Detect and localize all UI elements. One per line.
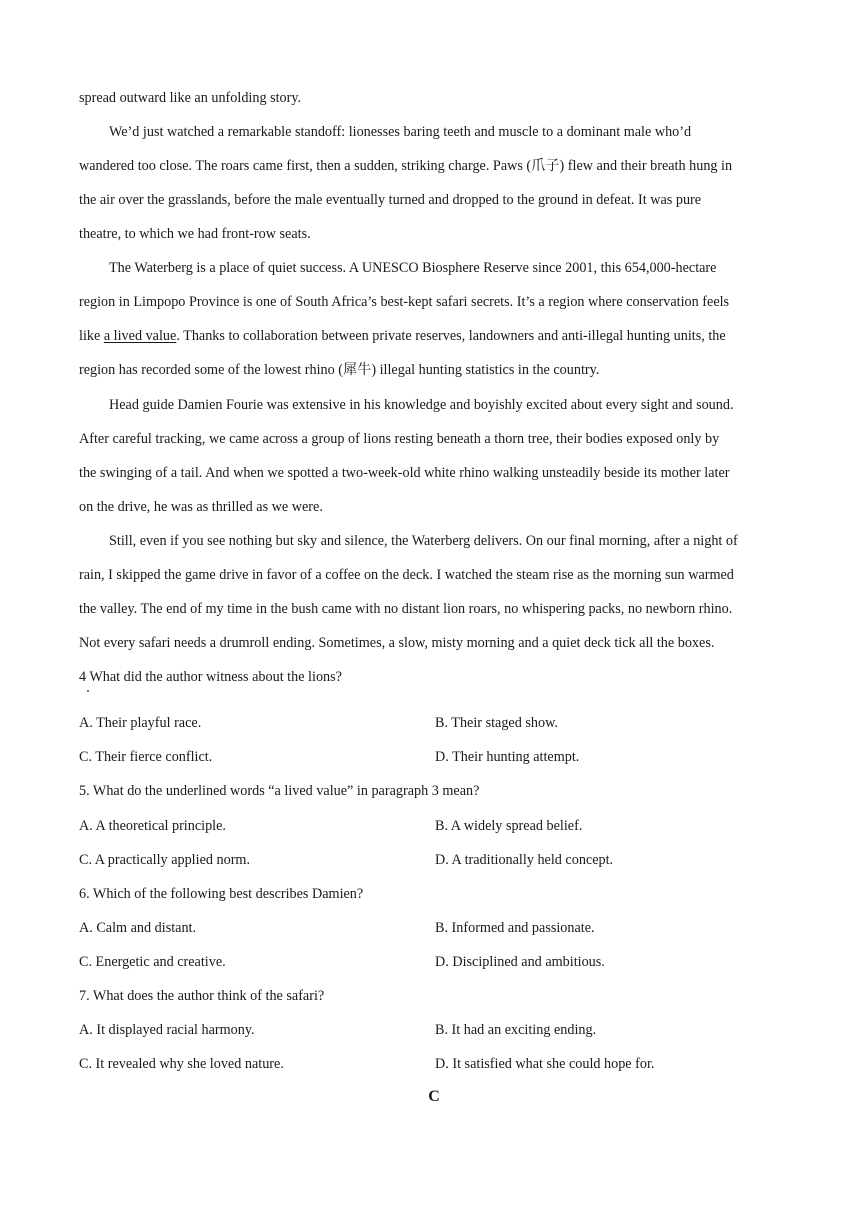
- question-7-option-b: B. It had an exciting ending.: [435, 1022, 597, 1038]
- paragraph-1-line-1: We’d just watched a remarkable standoff: lionesses baring teeth and muscle to a dominant male who’d: [109, 124, 692, 140]
- question-6-option-c: C. Energetic and creative.: [79, 954, 226, 970]
- question-7-option-a: A. It displayed racial harmony.: [79, 1022, 255, 1038]
- question-5-option-a: A. A theoretical principle.: [79, 818, 226, 834]
- section-heading-c: C: [428, 1088, 440, 1105]
- paragraph-3-line-3: the swinging of a tail. And when we spotted a two-week-old white rhino walking unsteadily beside its mother later: [79, 465, 730, 481]
- question-4-option-a: A. Their playful race.: [79, 715, 202, 731]
- paragraph-4-line-1: Still, even if you see nothing but sky and silence, the Waterberg delivers. On our final morning, after a night of: [109, 533, 738, 549]
- question-5-stem: 5. What do the underlined words “a lived value” in paragraph 3 mean?: [79, 783, 480, 799]
- paragraph-4-line-4: Not every safari needs a drumroll ending. Sometimes, a slow, misty morning and a quiet deck tick all the boxes.: [79, 635, 715, 651]
- question-5-option-c: C. A practically applied norm.: [79, 852, 250, 868]
- question-4-stem: 4 What did the author witness about the lions?: [79, 669, 342, 685]
- question-6-option-d: D. Disciplined and ambitious.: [435, 954, 605, 970]
- paragraph-2-line-4: region has recorded some of the lowest rhino (犀牛) illegal hunting statistics in the country.: [79, 362, 600, 378]
- question-7-option-d: D. It satisfied what she could hope for.: [435, 1056, 655, 1072]
- question-4-option-b: B. Their staged show.: [435, 715, 558, 731]
- paragraph-tail: spread outward like an unfolding story.: [79, 90, 302, 106]
- paragraph-1-line-2: wandered too close. The roars came first, then a sudden, striking charge. Paws (爪子) flew and their breath hung in: [79, 158, 733, 174]
- paragraph-4-line-2: rain, I skipped the game drive in favor of a coffee on the deck. I watched the steam rise as the morning sun warmed: [79, 567, 734, 583]
- question-6-stem: 6. Which of the following best describes Damien?: [79, 886, 364, 902]
- question-4-option-c: C. Their fierce conflict.: [79, 749, 213, 765]
- paragraph-4-line-3: the valley. The end of my time in the bush came with no distant lion roars, no whispering packs, no newborn rhino.: [79, 601, 733, 617]
- text-run: . Thanks to collaboration between private reserves, landowners and anti-illegal hunting units, the: [176, 328, 726, 344]
- question-5-option-d: D. A traditionally held concept.: [435, 852, 614, 868]
- paragraph-2-line-2: region in Limpopo Province is one of South Africa’s best-kept safari secrets. It’s a region where conservation feels: [79, 294, 730, 310]
- underlined-phrase: a lived value: [103, 328, 177, 344]
- paragraph-2-line-1: The Waterberg is a place of quiet success. A UNESCO Biosphere Reserve since 2001, this 654,000-hectare: [109, 260, 717, 276]
- question-6-option-a: A. Calm and distant.: [79, 920, 197, 936]
- stray-mark: [87, 690, 89, 692]
- text-run: like: [79, 328, 104, 344]
- question-5-option-b: B. A widely spread belief.: [435, 818, 583, 834]
- question-7-stem: 7. What does the author think of the safari?: [79, 988, 325, 1004]
- question-6-option-b: B. Informed and passionate.: [435, 920, 595, 936]
- paragraph-3-line-4: on the drive, he was as thrilled as we were.: [79, 499, 323, 515]
- paragraph-1-line-4: theatre, to which we had front-row seats.: [79, 226, 311, 242]
- question-4-option-d: D. Their hunting attempt.: [435, 749, 580, 765]
- question-7-option-c: C. It revealed why she loved nature.: [79, 1056, 284, 1072]
- paragraph-1-line-3: the air over the grasslands, before the male eventually turned and dropped to the ground in defeat. It was pure: [79, 192, 702, 208]
- paragraph-3-line-2: After careful tracking, we came across a group of lions resting beneath a thorn tree, their bodies exposed only by: [79, 431, 720, 447]
- paragraph-3-line-1: Head guide Damien Fourie was extensive in his knowledge and boyishly excited about every sight and sound.: [109, 397, 734, 413]
- paragraph-2-line-3: [79, 327, 791, 345]
